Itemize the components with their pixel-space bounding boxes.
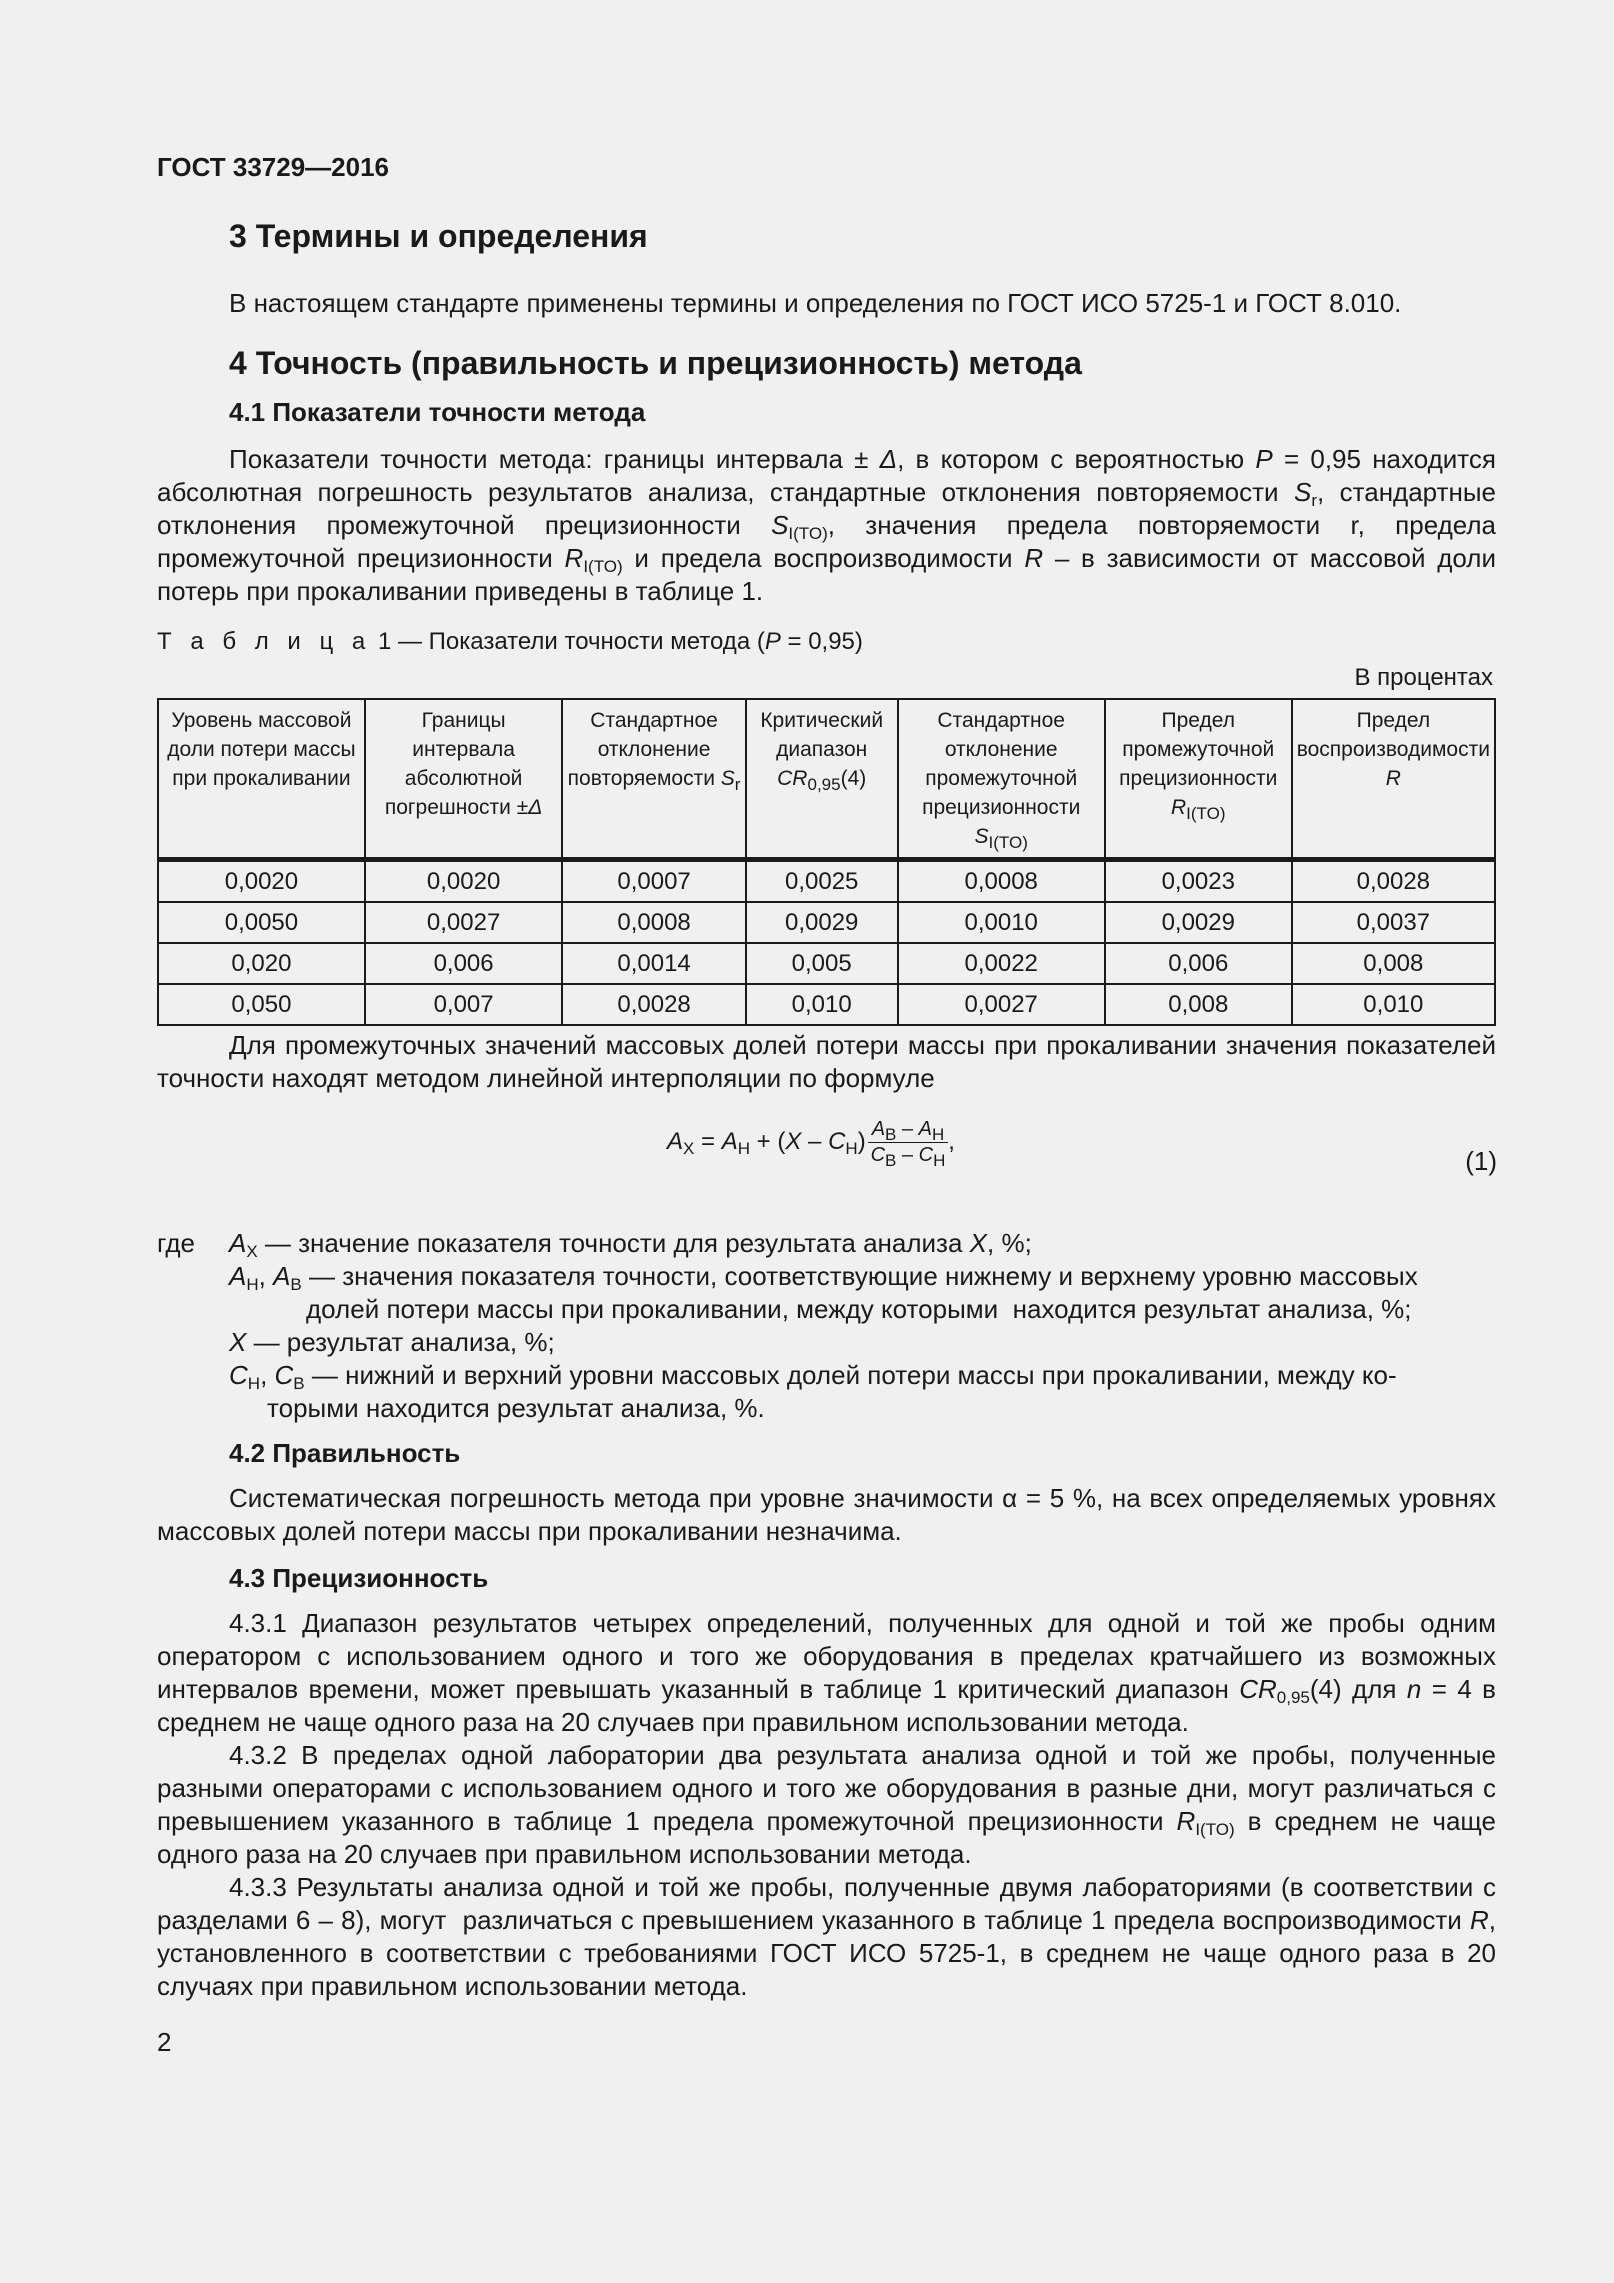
where-item-x: X — результат анализа, %; bbox=[229, 1327, 555, 1357]
section-4-title: 4 Точность (правильность и прецизионность) метода bbox=[229, 345, 1082, 381]
where-item-ax: $A_X$ — значение показателя точности для результата анализа X, %; bbox=[229, 1228, 1032, 1261]
table-row bbox=[158, 984, 1495, 1025]
document-id-header: ГОСТ 33729—2016 bbox=[157, 152, 389, 182]
section-3-text: В настоящем стандарте применены термины и определения по ГОСТ ИСО 5725-1 и ГОСТ 8.010. bbox=[229, 288, 1402, 318]
table-unit-label: В процентах bbox=[1354, 664, 1493, 691]
table-cell: 0,0010 bbox=[898, 902, 1105, 943]
table-cell: 0,006 bbox=[365, 943, 562, 984]
page-number: 2 bbox=[157, 2027, 172, 2057]
where-label: где bbox=[157, 1228, 195, 1258]
table-cell: 0,0028 bbox=[1292, 860, 1495, 903]
section-4-2-title: 4.2 Правильность bbox=[229, 1438, 461, 1468]
table-cell: 0,0027 bbox=[898, 984, 1105, 1025]
table-cell: 0,0037 bbox=[1292, 902, 1495, 943]
table-row bbox=[158, 902, 1495, 943]
section-3-title: 3 Термины и определения bbox=[229, 218, 648, 254]
table-cell: 0,050 bbox=[158, 984, 365, 1025]
col-header-level: Уровень массовой доли потери массы при прокаливании bbox=[158, 699, 365, 860]
equation-number: (1) bbox=[1465, 1146, 1497, 1176]
section-4-3-1-text: 4.3.1 Диапазон результатов четырех определений, полученных для одной и той же пробы одним оператором с использованием одного и того же оборудования в пределах кратчайшего из возможных интервалов времени, может превышать указанный в таблице 1 критический диапазон $CR_{0,95}(4)$ для n = 4 в среднем не чаще одного раза на 20 случаев при правильном использовании метода. bbox=[157, 1608, 1496, 1737]
table-cell: 0,0022 bbox=[898, 943, 1105, 984]
table-cell: 0,0007 bbox=[562, 860, 746, 903]
table-cell: 0,0027 bbox=[365, 902, 562, 943]
table-cell: 0,0028 bbox=[562, 984, 746, 1025]
section-4-3-3-text: 4.3.3 Результаты анализа одной и той же пробы, полученные двумя лабораториями (в соответствии с разделами 6 – 8), могут различаться с превышением указанного в таблице 1 предела воспроизводимости R, установленного в соответствии с требованиями ГОСТ ИСО 5725-1, в среднем не чаще одного раза в 20 случаях при правильном использовании метода. bbox=[157, 1872, 1496, 2001]
table-cell: 0,010 bbox=[746, 984, 898, 1025]
table-cell: 0,0023 bbox=[1105, 860, 1292, 903]
table-cell: 0,0020 bbox=[365, 860, 562, 903]
table-row bbox=[158, 943, 1495, 984]
table-cell: 0,0008 bbox=[898, 860, 1105, 903]
section-4-1-text: Показатели точности метода: границы интервала ± Δ, в котором с вероятностью Р = 0,95 находится абсолютная погрешность результатов анализа, стандартные отклонения повторяемости $S_r$, стандартные отклонения промежуточной прецизионности $S_{I(TO)}$, значения предела повторяемости r, предела промежуточной прецизионности $R_{I(TO)}$ и предела воспроизводимости R – в зависимости от массовой доли потерь при прокаливании приведены в таблице 1. bbox=[157, 444, 1497, 606]
table-cell: 0,0014 bbox=[562, 943, 746, 984]
where-item-ch-cb: $C_H$, $C_B$ — нижний и верхний уровни массовых долей потери массы при прокаливании, между ко- торыми находится результат анализа, %. bbox=[229, 1360, 1397, 1423]
table-cell: 0,0029 bbox=[746, 902, 898, 943]
table-cell: 0,020 bbox=[158, 943, 365, 984]
table-cell: 0,008 bbox=[1292, 943, 1495, 984]
table-cell: 0,0050 bbox=[158, 902, 365, 943]
interpolation-formula: $A_X = A_H + (X - C_H)$ $\frac{A_B - A_H}{C_B - C_H}$ , bbox=[667, 1118, 955, 1170]
section-4-1-title: 4.1 Показатели точности метода bbox=[229, 397, 646, 427]
col-header-bounds: Границы интервала абсолютной погрешности ±Δ bbox=[365, 699, 562, 860]
accuracy-table bbox=[157, 698, 1496, 1026]
col-header-critical-range: Критический диапазон $CR_{0,95}(4)$ bbox=[746, 699, 898, 860]
section-4-3-title: 4.3 Прецизионность bbox=[229, 1563, 489, 1593]
table-cell: 0,0025 bbox=[746, 860, 898, 903]
col-header-intermediate-sd: Стандартное отклонение промежуточной прецизионности $S_{I(TO)}$ bbox=[898, 699, 1105, 860]
where-item-ah-ab: $A_H$, $A_B$ — значения показателя точности, соответствующие нижнему и верхнему уровню массовых долей потери массы при прокаливании, между которыми находится результат анализа, %; bbox=[229, 1261, 1418, 1324]
table-cell: 0,008 bbox=[1105, 984, 1292, 1025]
col-header-repeatability-sd: Стандартное отклонение повторяемости $S_r$ bbox=[562, 699, 746, 860]
table-cell: 0,006 bbox=[1105, 943, 1292, 984]
table-cell: 0,010 bbox=[1292, 984, 1495, 1025]
table-header-row bbox=[158, 699, 1495, 860]
table-cell: 0,007 bbox=[365, 984, 562, 1025]
table-cell: 0,0029 bbox=[1105, 902, 1292, 943]
col-header-reproducibility: Предел воспроизводимости R bbox=[1292, 699, 1495, 860]
table-cell: 0,005 bbox=[746, 943, 898, 984]
table-caption: Т а б л и ц а 1 — Показатели точности метода (Р = 0,95) bbox=[157, 628, 863, 655]
interpolation-text: Для промежуточных значений массовых долей потери массы при прокаливании значения показателей точности находят методом линейной интерполяции по формуле bbox=[157, 1030, 1496, 1093]
section-4-3-2-text: 4.3.2 В пределах одной лаборатории два результата анализа одной и той же пробы, полученные разными операторами с использованием одного и того же оборудования в разные дни, могут различаться с превышением указанного в таблице 1 предела промежуточной прецизионности $R_{I(TO)}$ в среднем не чаще одного раза на 20 случаев при правильном использовании метода. bbox=[157, 1740, 1496, 1869]
table-cell: 0,0020 bbox=[158, 860, 365, 903]
formula-fraction: $\frac{A_B - A_H}{C_B - C_H}$ bbox=[868, 1118, 949, 1167]
section-4-2-text: Систематическая погрешность метода при уровне значимости α = 5 %, на всех определяемых уровнях массовых долей потери массы при прокаливании незначима. bbox=[157, 1483, 1496, 1546]
table-cell: 0,0008 bbox=[562, 902, 746, 943]
col-header-intermediate-limit: Предел промежуточной прецизионности $R_{I(TO)}$ bbox=[1105, 699, 1292, 860]
table-row bbox=[158, 860, 1495, 903]
